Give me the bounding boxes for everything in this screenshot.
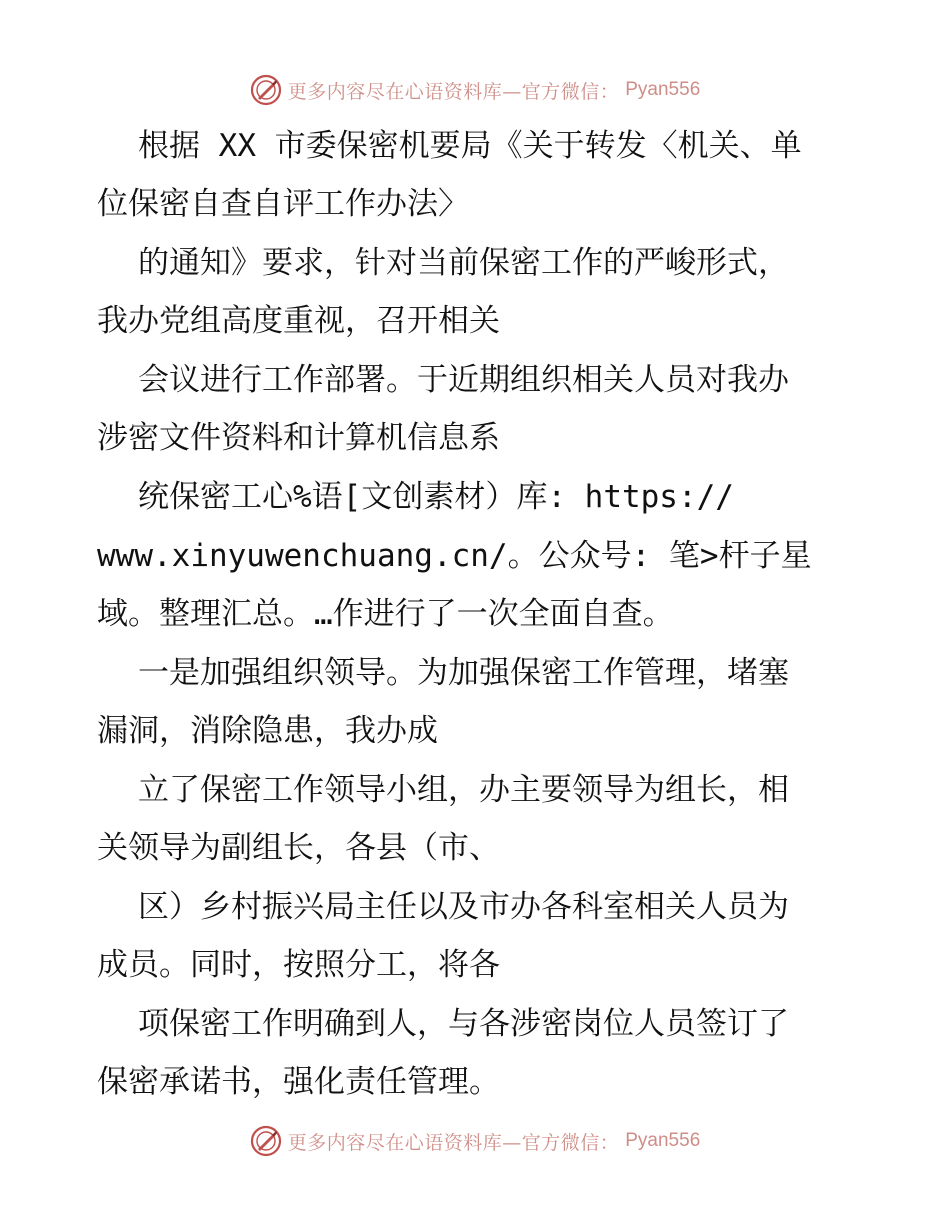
watermark-wechat-id: Pyan556: [625, 1130, 701, 1151]
body-line: 保密承诺书，强化责任管理。: [97, 1064, 500, 1100]
body-line: 我办党组高度重视，召开相关: [97, 303, 500, 339]
watermark-footer: [0, 1121, 950, 1161]
body-line: 根据 XX 市委保密机要局《关于转发〈机关、单: [138, 128, 802, 164]
body-line: 的通知》要求，针对当前保密工作的严峻形式，: [138, 245, 789, 281]
watermark-text: 更多内容尽在心语资料库—官方微信：: [287, 1131, 620, 1154]
body-line: 立了保密工作领导小组，办主要领导为组长，相: [138, 772, 789, 808]
body-line: 漏洞，消除隐患，我办成: [97, 713, 438, 749]
watermark-header: [0, 70, 950, 110]
body-line: 成员。同时，按照分工，将各: [97, 947, 500, 983]
body-line: 统保密工心%语[文创素材）库: https://: [138, 479, 734, 515]
pen-logo-icon: [250, 1125, 282, 1157]
body-line: 域。整理汇总。…作进行了一次全面自查。: [97, 596, 674, 632]
body-line: 项保密工作明确到人，与各涉密岗位人员签订了: [138, 1006, 789, 1042]
watermark-text: 更多内容尽在心语资料库—官方微信：: [287, 80, 620, 103]
pen-logo-icon: [250, 74, 282, 106]
body-line: www.xinyuwenchuang.cn/。公众号: 笔>杆子星: [97, 538, 812, 574]
body-line: 涉密文件资料和计算机信息系: [97, 420, 500, 456]
body-line: 位保密自查自评工作办法〉: [97, 186, 469, 222]
body-line: 关领导为副组长，各县（市、: [97, 830, 500, 866]
body-line: 一是加强组织领导。为加强保密工作管理，堵塞: [138, 655, 789, 691]
body-line: 会议进行工作部署。于近期组织相关人员对我办: [138, 362, 789, 398]
body-line: 区）乡村振兴局主任以及市办各科室相关人员为: [138, 889, 789, 925]
watermark-wechat-id: Pyan556: [625, 79, 701, 100]
